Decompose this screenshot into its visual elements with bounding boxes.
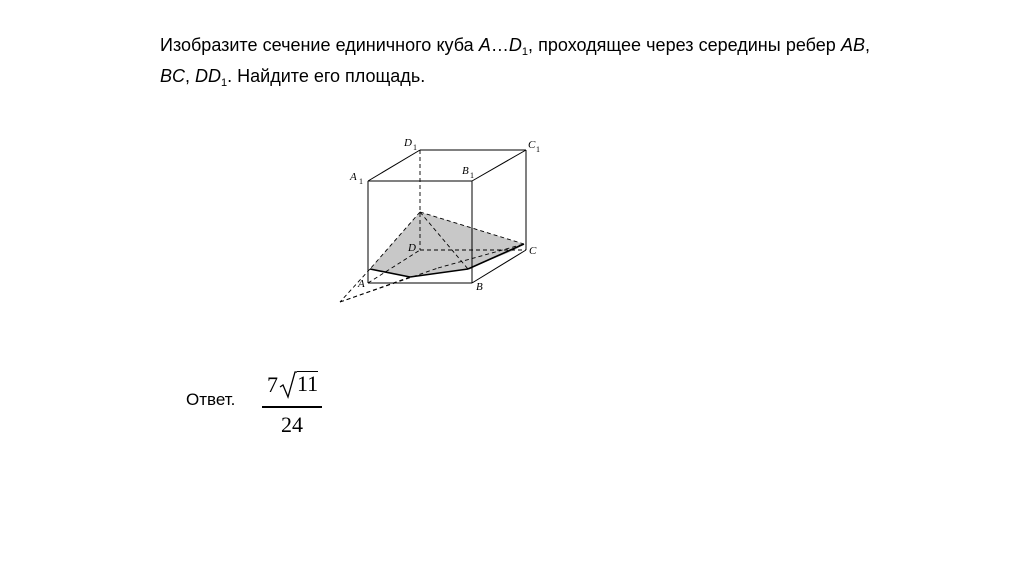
separator: , bbox=[865, 35, 871, 55]
label-b1: B bbox=[462, 165, 469, 177]
edge-a1-d1 bbox=[368, 150, 420, 181]
label-a: A bbox=[358, 278, 365, 290]
vertex-a: A bbox=[478, 35, 491, 55]
problem-text-1: Изобразите сечение единичного куба bbox=[160, 35, 479, 55]
label-b1-sub: 1 bbox=[470, 171, 474, 180]
problem-statement bbox=[160, 30, 870, 92]
subscript-1: 1 bbox=[221, 77, 228, 89]
problem-text-3: . Найдите его площадь. bbox=[227, 66, 426, 86]
label-c1: C bbox=[528, 139, 536, 151]
label-c1-sub: 1 bbox=[536, 145, 540, 154]
label-a1: A bbox=[350, 171, 357, 183]
edge-ab: AB bbox=[840, 35, 865, 55]
label-b: B bbox=[476, 281, 483, 293]
radicand: 11 bbox=[297, 371, 319, 396]
square-root-icon bbox=[279, 370, 297, 400]
label-d: D bbox=[408, 242, 416, 254]
answer-label: Ответ. bbox=[186, 390, 236, 409]
subscript-1: 1 bbox=[521, 46, 528, 58]
cube-section-figure bbox=[330, 130, 555, 310]
edge-b1-c1 bbox=[472, 150, 526, 181]
answer-fraction bbox=[262, 370, 322, 442]
label-d1: D bbox=[404, 137, 412, 149]
edge-dd1: DD bbox=[195, 66, 222, 86]
edge-bc: BC bbox=[160, 66, 186, 86]
ellipsis: … bbox=[490, 35, 509, 55]
fraction-denominator: 24 bbox=[281, 412, 303, 437]
label-c: C bbox=[529, 245, 537, 257]
numerator-coefficient: 7 bbox=[267, 372, 278, 397]
separator: , bbox=[185, 66, 196, 86]
cube-diagram bbox=[330, 130, 555, 310]
fraction-bar bbox=[262, 406, 322, 408]
label-d1-sub: 1 bbox=[413, 143, 417, 152]
problem-text-2: , проходящее через середины ребер bbox=[527, 35, 841, 55]
vertex-d1: D bbox=[508, 35, 522, 55]
label-a1-sub: 1 bbox=[359, 177, 363, 186]
